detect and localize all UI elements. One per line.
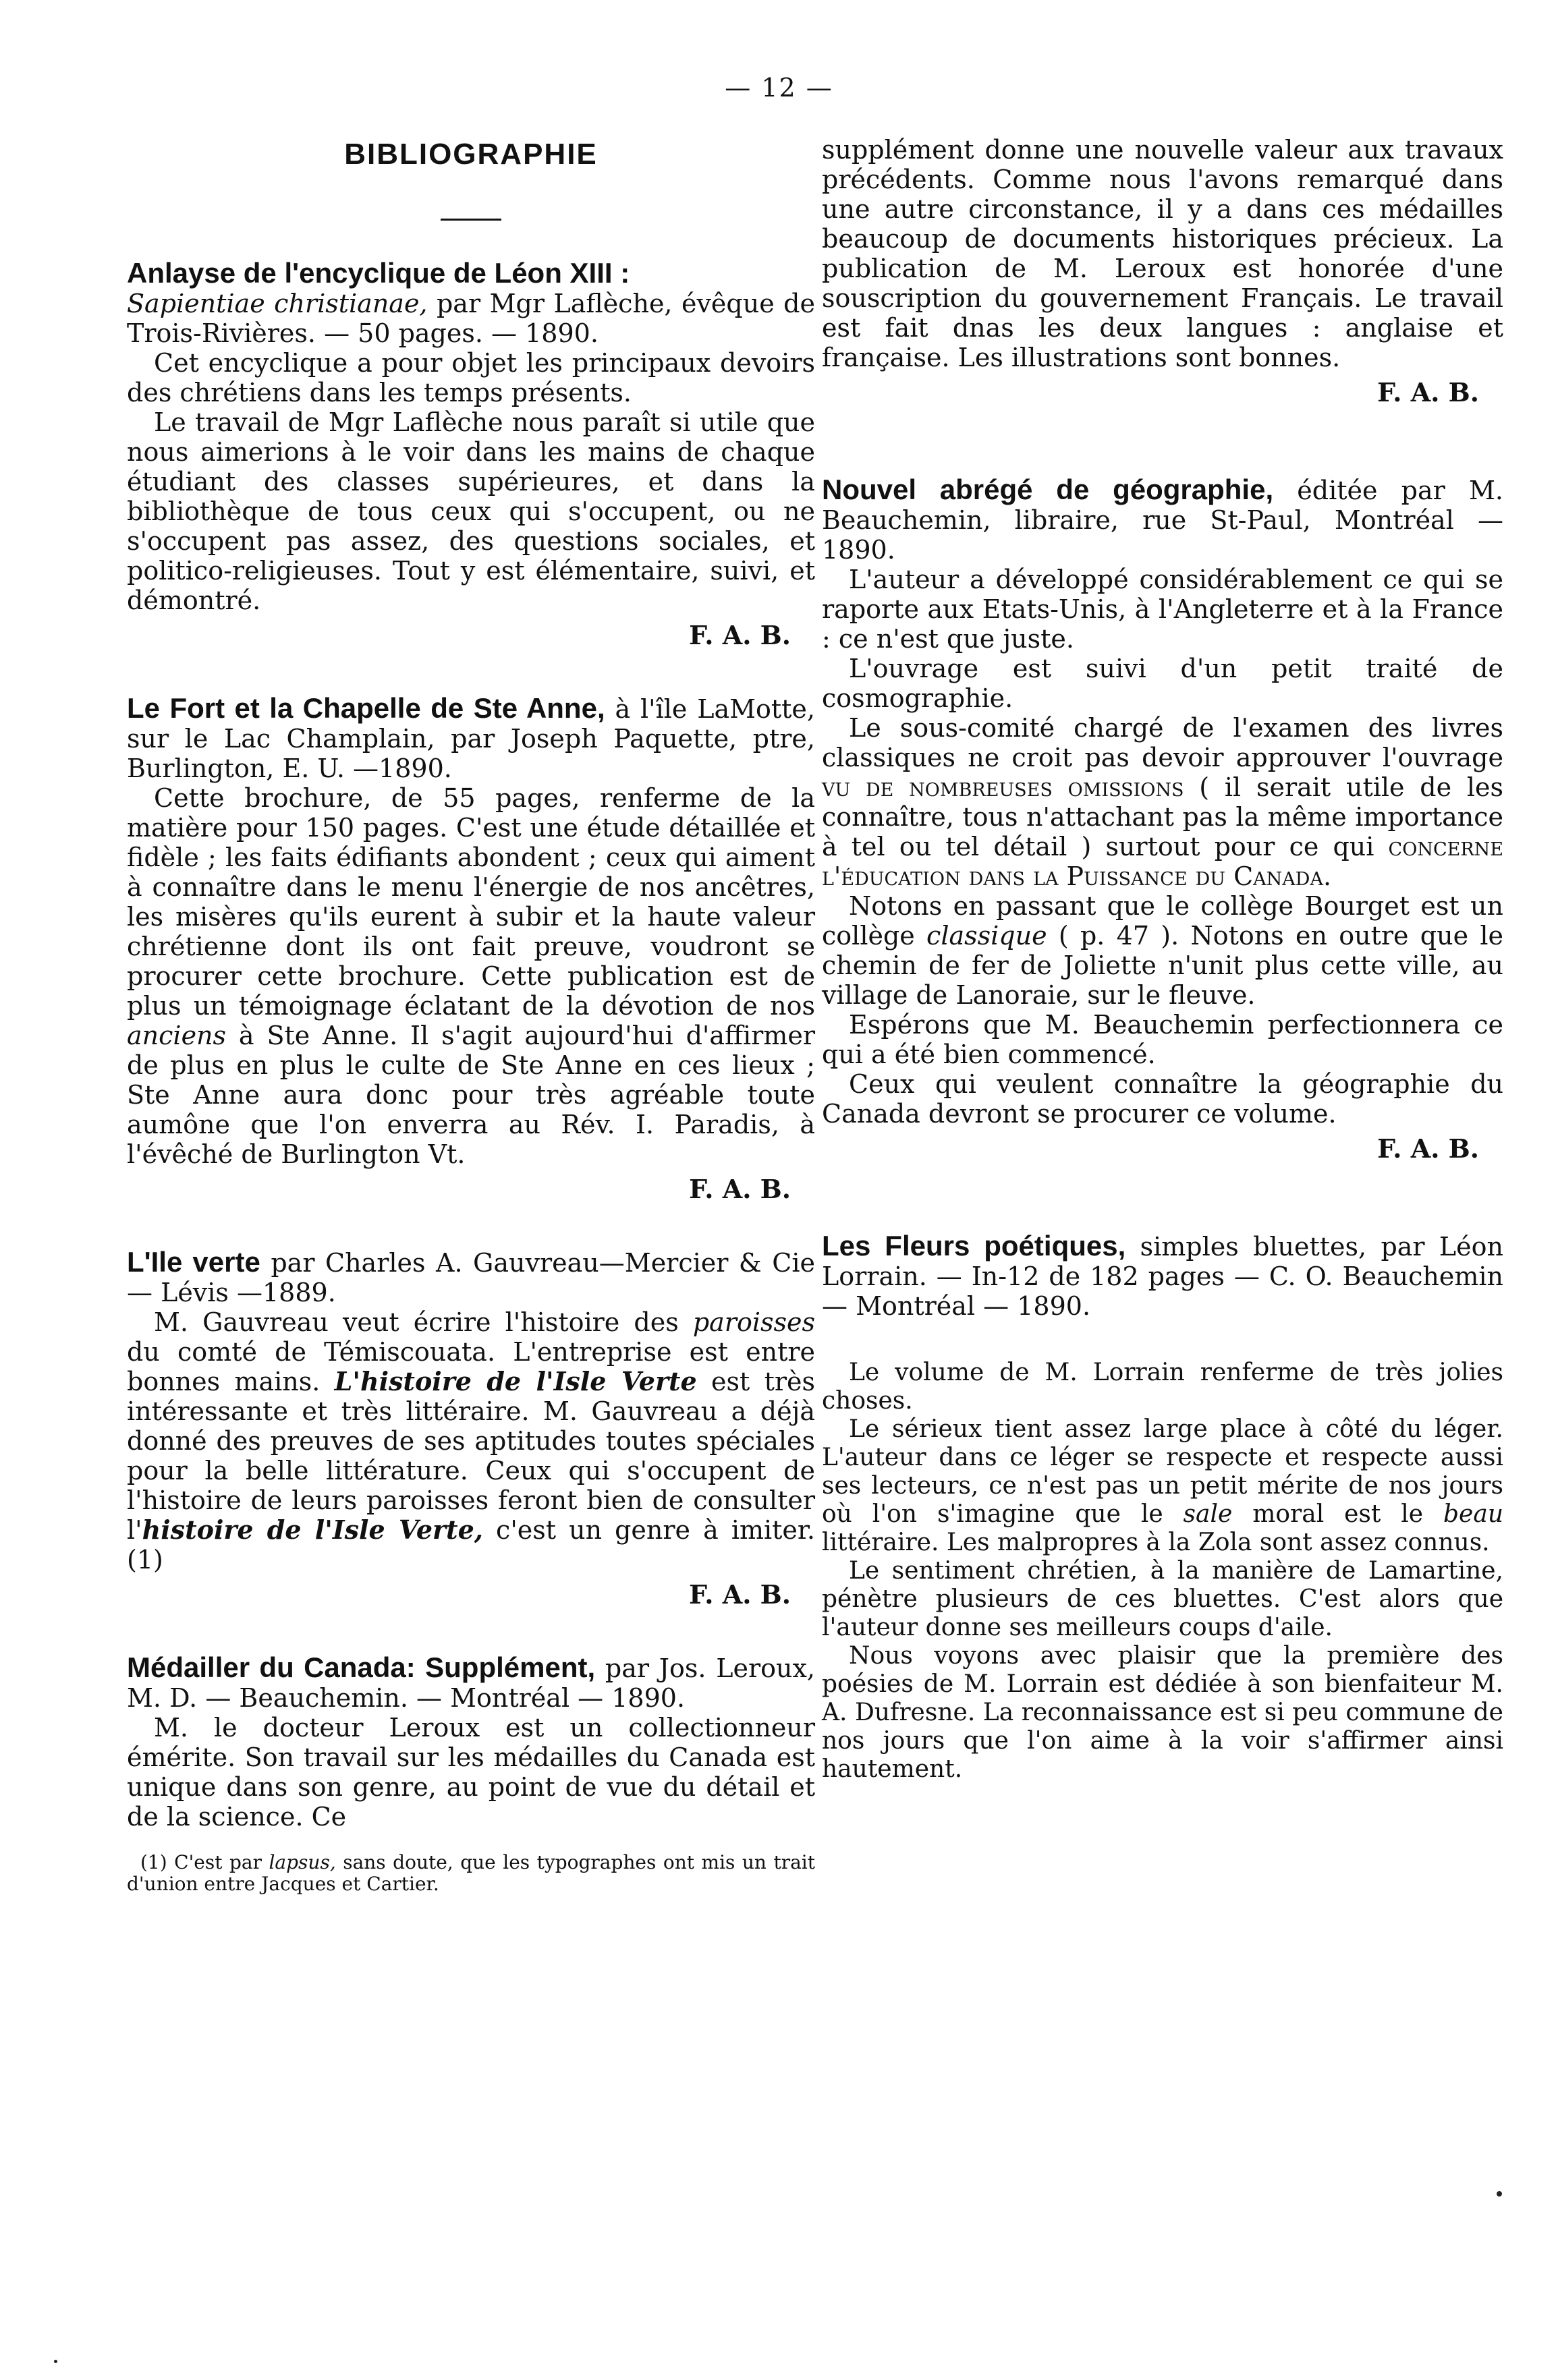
review-entry-geographie — [822, 475, 1503, 1164]
footnote-italic: lapsus, — [269, 1851, 336, 1873]
heading-rule — [441, 219, 501, 221]
entry-text: ( il serait utile de les connaître, tous n'attachant pas la même importance à tel ou tel détail ) surtout pour ce qui — [822, 772, 1503, 861]
entry-subtitle: simples bluettes, par Léon Lorrain. — In-12 de 182 pages — C. O. Beauchemin — Montréal — 1890. — [822, 1232, 1503, 1321]
review-entry-encyclique — [127, 258, 815, 650]
entry-paragraph: Ceux qui veulent connaître la géographie du Canada devront se procurer ce volume. — [822, 1069, 1503, 1129]
spacer — [822, 1321, 1503, 1359]
entry-subtitle: par Jos. Leroux, M. D. — Beauchemin. — Montréal — 1890. — [127, 1653, 815, 1713]
review-entry-fort-chapelle — [127, 693, 815, 1204]
review-entry-ile-verte — [127, 1247, 815, 1610]
entry-italic-word: beau — [1443, 1500, 1503, 1528]
entry-subtitle: par Charles A. Gauvreau—Mercier & Cie — Lévis —1889. — [127, 1248, 815, 1307]
entry-text: Notons en passant que le collège Bourget est un collège — [822, 891, 1503, 951]
entry-signature: F. A. B. — [689, 1174, 791, 1204]
entry-paragraph: Le volume de M. Lorrain renferme de très jolies choses. — [822, 1359, 1503, 1415]
entry-title: Les Fleurs poétiques, — [822, 1230, 1126, 1262]
entry-italic-word: anciens — [127, 1021, 227, 1050]
entry-title: L'Ile verte — [127, 1246, 260, 1278]
entry-text: c'est un genre à imiter. (1) — [127, 1515, 815, 1575]
entry-subtitle-italic: Sapientiae christianae, — [127, 289, 428, 318]
entry-title: Le Fort et la Chapelle de Ste Anne, — [127, 692, 605, 724]
entry-text: moral est le — [1232, 1500, 1443, 1528]
entry-signature: F. A. B. — [689, 1579, 791, 1610]
page-number: — 12 — — [725, 73, 833, 103]
entry-text: est très intéressante et très littéraire. M. Gauvreau a déjà donné des preuves de ses aptitudes toutes spéciales pour la belle littérature. Ceux qui s'occupent de l'histoire de leurs paroisses feront bien de consulter l' — [127, 1367, 815, 1545]
entry-signature: F. A. B. — [689, 620, 791, 650]
entry-title: Médailler du Canada: Supplément, — [127, 1651, 596, 1683]
entry-text: Le sérieux tient assez large place à côté du léger. L'auteur dans ce léger se respecte et respecte aussi ses lecteurs, ce n'est pas un petit mérite de nos jours où l'on s'imagine que le — [822, 1415, 1503, 1528]
entry-subtitle: à l'île LaMotte, sur le Lac Champlain, par Joseph Paquette, ptre, Burlington, E. U. —1890. — [127, 694, 815, 783]
section-heading: BIBLIOGRAPHIE — [344, 138, 598, 171]
print-speck — [54, 2360, 57, 2363]
entry-paragraph: Espérons que M. Beauchemin perfectionnera ce qui a été bien commencé. — [822, 1010, 1503, 1069]
entry-paragraph: Le travail de Mgr Laflèche nous paraît si utile que nous aimerions à le voir dans les mains de chaque étudiant des classes supérieures, et dans la bibliothèque de tous ceux qui s'occupent, ou ne s'occupent pas assez, des questions sociales, et politico-religieuses. Tout y est élémentaire, suivi, et démontré. — [127, 407, 815, 615]
entry-text: M. Gauvreau veut écrire l'histoire des — [154, 1307, 693, 1337]
entry-signature: F. A. B. — [1377, 1133, 1479, 1164]
entry-paragraph: Cet encyclique a pour objet les principaux devoirs des chrétiens dans les temps présents. — [127, 348, 815, 407]
entry-italic-word: classique — [926, 921, 1047, 951]
entry-paragraph: Cette brochure, de 55 pages, renferme de la matière pour 150 pages. C'est une étude détaillée et fidèle ; les faits édifiants abondent ; ceux qui aiment à connaître dans le menu l'énergie de nos ancêtres, les misères qu'ils eurent à subir et la haute valeur chrétienne dont ils ont fait preuve, voudront se procurer cette brochure. Cette publication est de plus un témoignage éclatant de la dévotion de nos — [127, 783, 815, 1021]
entry-smallcaps: concerne l'éducation dans la Puissance du Canada — [822, 832, 1503, 891]
entry-italic-title: histoire de l'Isle Verte, — [142, 1514, 483, 1545]
footnote — [127, 1852, 815, 1895]
entry-paragraph: Nous voyons avec plaisir que la première des poésies de M. Lorrain est dédiée à son bienfaiteur M. A. Dufresne. La reconnaissance est si peu commune de nos jours que l'on aime à la voir s'affirmer ainsi hautement. — [822, 1642, 1503, 1783]
review-entry-medailler-continued — [822, 135, 1503, 407]
entry-subtitle: éditée par M. Beauchemin, libraire, rue St-Paul, Montréal — 1890. — [822, 476, 1503, 565]
entry-title: Nouvel abrégé de géographie, — [822, 474, 1274, 505]
left-column — [127, 135, 815, 1895]
footnote-text: sans doute, que les typographes ont mis un trait d'union entre Jacques et Cartier. — [127, 1851, 815, 1895]
entry-text: Le sous-comité chargé de l'examen des livres classiques ne croit pas devoir approuver l'ouvrage — [822, 713, 1503, 772]
review-entry-fleurs-poetiques — [822, 1231, 1503, 1784]
right-column — [822, 135, 1503, 1784]
print-speck — [1497, 2191, 1502, 2197]
entry-subtitle: par Mgr Laflèche, évêque de Trois-Rivières. — 50 pages. — 1890. — [127, 289, 815, 348]
entry-text: . — [1323, 861, 1332, 891]
entry-italic-title: L'histoire de l'Isle Verte — [334, 1366, 697, 1396]
entry-title: Anlayse de l'encyclique de Léon XIII : — [127, 257, 630, 289]
entry-italic-word: sale — [1183, 1500, 1233, 1528]
entry-paragraph: L'ouvrage est suivi d'un petit traité de cosmographie. — [822, 654, 1503, 713]
entry-signature: F. A. B. — [1377, 377, 1479, 407]
entry-smallcaps: vu de nombreuses omissions — [822, 772, 1184, 802]
entry-paragraph: M. le docteur Leroux est un collectionneur émérite. Son travail sur les médailles du Canada est unique dans son genre, au point de vue du détail et de la science. Ce — [127, 1713, 815, 1832]
entry-paragraph: Le sentiment chrétien, à la manière de Lamartine, pénètre plusieurs de ces bluettes. C'est alors que l'auteur donne ses meilleurs coups d'aile. — [822, 1557, 1503, 1641]
entry-text: littéraire. Les malpropres à la Zola sont assez connus. — [822, 1529, 1490, 1556]
entry-text: du comté de Témiscouata. L'entreprise est entre bonnes mains. — [127, 1337, 815, 1396]
footnote-text: (1) C'est par — [140, 1851, 269, 1873]
entry-paragraph: supplément donne une nouvelle valeur aux travaux précédents. Comme nous l'avons remarqué dans une autre circonstance, il y a dans ces médailles beaucoup de documents historiques précieux. La publication de M. Leroux est honorée d'une souscription du gouvernement Français. Le travail est fait dnas les deux langues : anglaise et française. Les illustrations sont bonnes. — [822, 135, 1503, 372]
entry-paragraph-end: à Ste Anne. Il s'agit aujourd'hui d'affirmer de plus en plus le culte de Ste Anne en ces lieux ; Ste Anne aura donc pour très agréable toute aumône que l'on enverra au Rév. I. Paradis, à l'évêché de Burlington Vt. — [127, 1021, 815, 1169]
entry-text: ( p. 47 ). Notons en outre que le chemin de fer de Joliette n'unit plus cette ville, au village de Lanoraie, sur le fleuve. — [822, 921, 1503, 1010]
entry-italic-word: paroisses — [692, 1307, 815, 1337]
entry-paragraph: L'auteur a développé considérablement ce qui se raporte aux Etats-Unis, à l'Angleterre et à la France : ce n'est que juste. — [822, 565, 1503, 654]
review-entry-medailler — [127, 1653, 815, 1832]
